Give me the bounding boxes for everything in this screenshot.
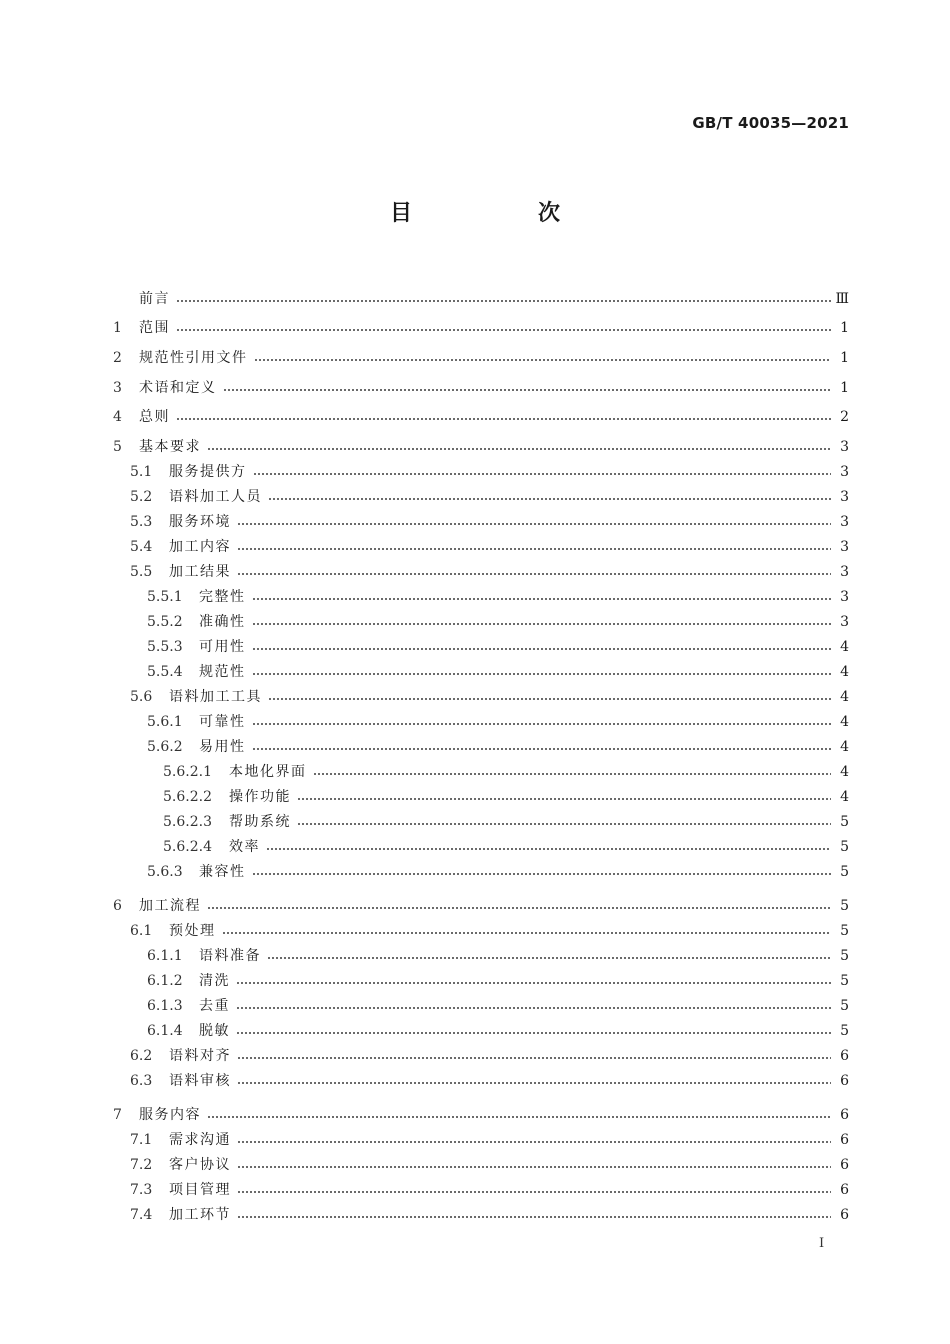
toc-entry-label: 脱敏 bbox=[199, 1022, 230, 1039]
toc-entry-page: 5 bbox=[840, 997, 849, 1014]
dot-leader bbox=[252, 722, 832, 726]
toc-entry-label: 需求沟通 bbox=[169, 1131, 231, 1148]
toc-entry[interactable] bbox=[113, 730, 849, 755]
toc-entry[interactable] bbox=[113, 455, 849, 480]
toc-entry-label: 去重 bbox=[199, 997, 230, 1014]
dot-leader bbox=[207, 906, 831, 910]
toc-entry-page: Ⅲ bbox=[835, 290, 849, 307]
dot-leader bbox=[237, 1081, 831, 1085]
dot-leader bbox=[252, 672, 832, 676]
toc-entry-page: 6 bbox=[840, 1106, 849, 1123]
toc-entry[interactable] bbox=[113, 655, 849, 680]
toc-entry-label: 语料准备 bbox=[199, 947, 261, 964]
toc-entry[interactable] bbox=[113, 830, 849, 855]
toc-entry-number: 6.1.1 bbox=[147, 947, 183, 964]
toc-entry-number: 5.6.2.3 bbox=[163, 814, 212, 831]
toc-entry-page: 5 bbox=[840, 839, 849, 856]
toc-entry-label: 预处理 bbox=[169, 922, 216, 939]
toc-entry[interactable] bbox=[113, 989, 849, 1014]
toc-entry-label: 范围 bbox=[139, 320, 170, 337]
toc-entry-number: 5.6.2.1 bbox=[163, 764, 212, 781]
toc-entry-label: 效率 bbox=[229, 839, 260, 856]
toc-entry[interactable] bbox=[113, 336, 849, 366]
toc-entry-label: 项目管理 bbox=[169, 1181, 231, 1198]
toc-entry-page: 3 bbox=[840, 614, 849, 631]
toc-entry-page: 4 bbox=[840, 639, 849, 656]
toc-entry-page: 4 bbox=[840, 664, 849, 681]
toc-entry-label: 规范性 bbox=[199, 664, 246, 681]
dot-leader bbox=[176, 328, 831, 332]
toc-entry[interactable] bbox=[113, 1198, 849, 1223]
dot-leader bbox=[176, 417, 831, 421]
standard-code: GB/T 40035—2021 bbox=[692, 114, 849, 132]
dot-leader bbox=[222, 931, 832, 935]
toc-entry[interactable] bbox=[113, 1064, 849, 1089]
toc-entry-page: 3 bbox=[840, 564, 849, 581]
toc-entry[interactable] bbox=[113, 366, 849, 396]
toc-entry-number: 5.6.2.4 bbox=[163, 839, 212, 856]
toc-entry-label: 服务环境 bbox=[169, 514, 231, 531]
toc-entry[interactable] bbox=[113, 555, 849, 580]
dot-leader bbox=[237, 1190, 831, 1194]
toc-entry-number: 5.4 bbox=[130, 539, 153, 556]
toc-entry[interactable] bbox=[113, 705, 849, 730]
dot-leader bbox=[223, 388, 832, 392]
toc-entry-page: 4 bbox=[840, 689, 849, 706]
toc-entry-number: 5.6 bbox=[130, 689, 153, 706]
toc-entry-number: 5.6.2.2 bbox=[163, 789, 212, 806]
toc-entry-page: 1 bbox=[840, 320, 849, 337]
toc-entry-number: 5.5 bbox=[130, 564, 153, 581]
dot-leader bbox=[252, 747, 832, 751]
toc-entry-number: 5.6.1 bbox=[147, 714, 183, 731]
toc-entry-label: 规范性引用文件 bbox=[139, 350, 248, 367]
dot-leader bbox=[237, 572, 831, 576]
toc-entry-label: 客户协议 bbox=[169, 1156, 231, 1173]
dot-leader bbox=[237, 1215, 831, 1219]
toc-entry-number: 7.1 bbox=[130, 1131, 153, 1148]
toc-entry[interactable] bbox=[113, 939, 849, 964]
toc-entry[interactable] bbox=[113, 1173, 849, 1198]
toc-entry-label: 本地化界面 bbox=[229, 764, 307, 781]
toc-entry[interactable] bbox=[113, 630, 849, 655]
toc-entry[interactable] bbox=[113, 1014, 849, 1039]
toc-entry[interactable] bbox=[113, 396, 849, 426]
toc-entry-label: 前言 bbox=[139, 290, 170, 307]
toc-entry[interactable] bbox=[113, 425, 849, 455]
dot-leader bbox=[252, 872, 832, 876]
toc-entry-page: 3 bbox=[840, 464, 849, 481]
toc-entry-number: 7.2 bbox=[130, 1156, 153, 1173]
toc-entry-page: 6 bbox=[840, 1206, 849, 1223]
toc-entry-number: 6.3 bbox=[130, 1072, 153, 1089]
toc-entry-label: 语料加工工具 bbox=[169, 689, 262, 706]
toc-entry-page: 3 bbox=[840, 489, 849, 506]
toc-entry[interactable] bbox=[113, 480, 849, 505]
toc-entry[interactable] bbox=[113, 855, 849, 880]
toc-entry[interactable] bbox=[113, 1093, 849, 1123]
toc-entry-number: 5.5.3 bbox=[147, 639, 183, 656]
toc-entry[interactable] bbox=[113, 780, 849, 805]
toc-entry-page: 6 bbox=[840, 1131, 849, 1148]
toc-entry-page: 5 bbox=[840, 814, 849, 831]
toc-entry-label: 可用性 bbox=[199, 639, 246, 656]
toc-entry-number: 6.1 bbox=[130, 922, 153, 939]
toc-entry[interactable] bbox=[113, 914, 849, 939]
toc-entry[interactable] bbox=[113, 1148, 849, 1173]
toc-entry-label: 语料对齐 bbox=[169, 1047, 231, 1064]
toc-entry-number: 6.1.3 bbox=[147, 997, 183, 1014]
dot-leader bbox=[237, 1140, 831, 1144]
dot-leader bbox=[313, 772, 832, 776]
dot-leader bbox=[252, 597, 832, 601]
toc-entry-number: 7.4 bbox=[130, 1206, 153, 1223]
dot-leader bbox=[236, 1031, 831, 1035]
toc-entry-number: 5.5.4 bbox=[147, 664, 183, 681]
toc-entry-number: 5.5.2 bbox=[147, 614, 183, 631]
toc-entry-number: 5.6.3 bbox=[147, 864, 183, 881]
toc-entry-number: 7 bbox=[113, 1106, 122, 1123]
dot-leader bbox=[237, 1056, 831, 1060]
dot-leader bbox=[236, 1006, 831, 1010]
page-number: I bbox=[819, 1236, 825, 1251]
toc-entry-number: 6 bbox=[113, 897, 122, 914]
toc-entry-page: 3 bbox=[840, 589, 849, 606]
toc-entry-number: 5 bbox=[113, 439, 122, 456]
toc-entry-label: 完整性 bbox=[199, 589, 246, 606]
toc-entry-label: 加工内容 bbox=[169, 539, 231, 556]
toc-entry[interactable] bbox=[113, 277, 849, 307]
toc-entry-page: 5 bbox=[840, 864, 849, 881]
toc-entry-label: 基本要求 bbox=[139, 439, 201, 456]
toc-entry-number: 6.2 bbox=[130, 1047, 153, 1064]
dot-leader bbox=[176, 299, 831, 303]
toc-entry-page: 5 bbox=[840, 897, 849, 914]
toc-entry-label: 操作功能 bbox=[229, 789, 291, 806]
dot-leader bbox=[252, 647, 832, 651]
toc-entry[interactable] bbox=[113, 964, 849, 989]
toc-entry-number: 3 bbox=[113, 379, 122, 396]
dot-leader bbox=[207, 447, 831, 451]
toc-entry-page: 3 bbox=[840, 539, 849, 556]
toc-entry-page: 4 bbox=[840, 764, 849, 781]
toc-entry-page: 3 bbox=[840, 439, 849, 456]
dot-leader bbox=[268, 497, 831, 501]
dot-leader bbox=[266, 847, 831, 851]
dot-leader bbox=[237, 522, 831, 526]
toc-entry-page: 5 bbox=[840, 1022, 849, 1039]
toc-entry-label: 可靠性 bbox=[199, 714, 246, 731]
toc-entry-page: 1 bbox=[840, 379, 849, 396]
dot-leader bbox=[207, 1115, 831, 1119]
toc-entry[interactable] bbox=[113, 1123, 849, 1148]
toc-entry[interactable] bbox=[113, 755, 849, 780]
toc-entry-label: 总则 bbox=[139, 409, 170, 426]
dot-leader bbox=[237, 547, 831, 551]
toc-entry[interactable] bbox=[113, 805, 849, 830]
dot-leader bbox=[254, 358, 832, 362]
toc-entry[interactable] bbox=[113, 580, 849, 605]
toc-entry-number: 1 bbox=[113, 320, 122, 337]
toc-entry-number: 5.3 bbox=[130, 514, 153, 531]
toc-entry[interactable] bbox=[113, 884, 849, 914]
dot-leader bbox=[267, 956, 831, 960]
toc-entry-number: 6.1.4 bbox=[147, 1022, 183, 1039]
toc-entry[interactable] bbox=[113, 307, 849, 337]
dot-leader bbox=[253, 472, 832, 476]
toc-entry[interactable] bbox=[113, 605, 849, 630]
toc-entry[interactable] bbox=[113, 1039, 849, 1064]
dot-leader bbox=[252, 622, 832, 626]
toc-entry[interactable] bbox=[113, 505, 849, 530]
toc-entry-page: 2 bbox=[840, 409, 849, 426]
toc-entry[interactable] bbox=[113, 530, 849, 555]
dot-leader bbox=[268, 697, 831, 701]
toc-entry-label: 服务内容 bbox=[139, 1106, 201, 1123]
page-title: 目 次 bbox=[389, 201, 612, 226]
toc-entry-page: 1 bbox=[840, 350, 849, 367]
toc-entry-page: 3 bbox=[840, 514, 849, 531]
toc-entry-label: 术语和定义 bbox=[139, 379, 217, 396]
toc-entry-label: 易用性 bbox=[199, 739, 246, 756]
table-of-contents bbox=[113, 277, 849, 1223]
toc-entry-number: 7.3 bbox=[130, 1181, 153, 1198]
toc-entry-label: 服务提供方 bbox=[169, 464, 247, 481]
toc-entry-label: 加工结果 bbox=[169, 564, 231, 581]
toc-entry-page: 6 bbox=[840, 1156, 849, 1173]
dot-leader bbox=[297, 822, 831, 826]
toc-entry-label: 语料加工人员 bbox=[169, 489, 262, 506]
toc-entry-page: 5 bbox=[840, 922, 849, 939]
toc-entry-label: 兼容性 bbox=[199, 864, 246, 881]
toc-entry-number: 6.1.2 bbox=[147, 972, 183, 989]
dot-leader bbox=[297, 797, 831, 801]
toc-entry-page: 5 bbox=[840, 972, 849, 989]
toc-entry-page: 6 bbox=[840, 1181, 849, 1198]
toc-entry-page: 4 bbox=[840, 714, 849, 731]
toc-entry-number: 5.1 bbox=[130, 464, 153, 481]
toc-entry-number: 5.6.2 bbox=[147, 739, 183, 756]
toc-entry-page: 4 bbox=[840, 739, 849, 756]
toc-entry-number: 5.2 bbox=[130, 489, 153, 506]
toc-entry-label: 清洗 bbox=[199, 972, 230, 989]
dot-leader bbox=[237, 1165, 831, 1169]
toc-entry-label: 语料审核 bbox=[169, 1072, 231, 1089]
toc-entry-label: 加工流程 bbox=[139, 897, 201, 914]
toc-entry-label: 加工环节 bbox=[169, 1206, 231, 1223]
toc-entry[interactable] bbox=[113, 680, 849, 705]
toc-entry-page: 4 bbox=[840, 789, 849, 806]
toc-entry-number: 5.5.1 bbox=[147, 589, 183, 606]
toc-entry-label: 准确性 bbox=[199, 614, 246, 631]
dot-leader bbox=[236, 981, 831, 985]
toc-entry-page: 6 bbox=[840, 1047, 849, 1064]
toc-entry-label: 帮助系统 bbox=[229, 814, 291, 831]
toc-entry-page: 6 bbox=[840, 1072, 849, 1089]
toc-entry-number: 4 bbox=[113, 409, 122, 426]
toc-entry-number: 2 bbox=[113, 350, 122, 367]
toc-entry-page: 5 bbox=[840, 947, 849, 964]
